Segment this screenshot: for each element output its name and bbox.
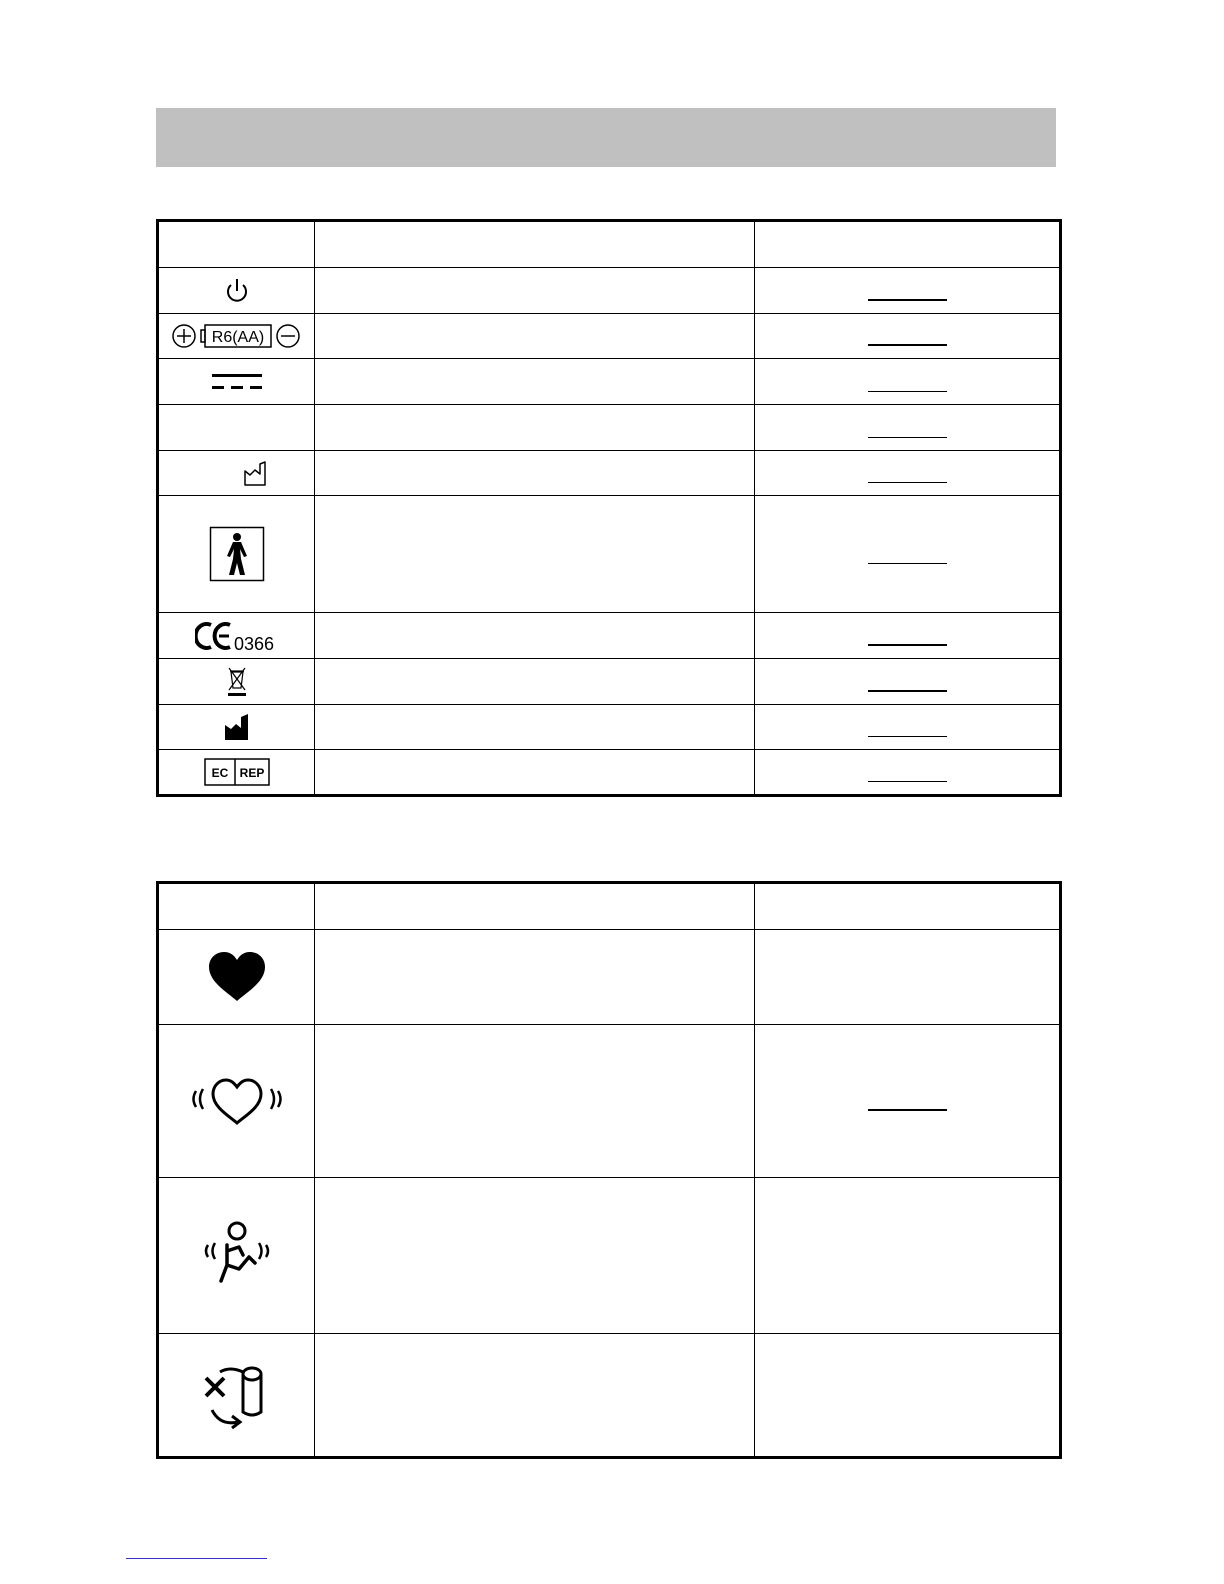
reference-underline [868, 391, 947, 392]
reference-underline [868, 563, 947, 564]
header-cell-reference [755, 883, 1061, 930]
reference-underline [868, 344, 947, 346]
reference-cell [755, 405, 1061, 451]
reference-cell [755, 750, 1061, 796]
reference-underline [868, 437, 947, 438]
reference-underline [868, 690, 947, 692]
description-cell [315, 750, 755, 796]
symbol-cell [158, 705, 315, 750]
section-header-bar [156, 108, 1056, 167]
symbol-cell [158, 613, 315, 659]
description-cell [315, 496, 755, 613]
reference-cell [755, 1334, 1061, 1458]
symbol-cell [158, 659, 315, 705]
cuff-wrap-error-icon [202, 1360, 272, 1430]
description-cell [315, 359, 755, 405]
power-standby-icon [222, 276, 252, 306]
date-of-manufacture-icon [243, 459, 267, 487]
description-cell [315, 314, 755, 359]
symbol-cell [158, 1025, 315, 1178]
reference-cell [755, 705, 1061, 750]
battery-label: R6(AA) [211, 329, 264, 346]
reference-underline [868, 1109, 947, 1111]
description-cell [315, 613, 755, 659]
symbol-cell [158, 1334, 315, 1458]
reference-underline [868, 781, 947, 782]
reference-cell [755, 930, 1061, 1025]
symbol-cell [158, 1178, 315, 1334]
direct-current-icon [211, 371, 263, 393]
reference-underline [868, 736, 947, 737]
body-movement-icon [199, 1221, 275, 1291]
table-row [158, 930, 1061, 1025]
weee-crossed-bin-icon [226, 666, 248, 698]
type-bf-applied-part-icon [209, 526, 265, 582]
description-cell [315, 268, 755, 314]
footer-link-underline[interactable] [126, 1558, 267, 1559]
symbols-table [156, 219, 1062, 797]
description-cell [315, 451, 755, 496]
display-symbols-table [156, 881, 1062, 1459]
table-row [158, 405, 1061, 451]
table-row [158, 451, 1061, 496]
symbol-cell [158, 314, 315, 359]
manufacturer-icon [224, 713, 250, 741]
table-row [158, 314, 1061, 359]
table-row [158, 1025, 1061, 1178]
table-row [158, 750, 1061, 796]
header-cell-symbol [158, 221, 315, 268]
table-row [158, 1334, 1061, 1458]
reference-cell [755, 496, 1061, 613]
symbol-cell [158, 268, 315, 314]
description-cell [315, 405, 755, 451]
symbol-cell [158, 405, 315, 451]
ec-label: EC [211, 766, 228, 780]
reference-cell [755, 659, 1061, 705]
reference-underline [868, 299, 947, 301]
notified-body-number: 0366 [233, 633, 274, 652]
description-cell [315, 930, 755, 1025]
symbol-cell [158, 930, 315, 1025]
table-row [158, 705, 1061, 750]
description-cell [315, 705, 755, 750]
header-cell-description [315, 221, 755, 268]
header-cell-description [315, 883, 755, 930]
table-row [158, 613, 1061, 659]
description-cell [315, 1025, 755, 1178]
reference-cell [755, 1178, 1061, 1334]
description-cell [315, 659, 755, 705]
symbol-cell [158, 750, 315, 796]
table-row [158, 1178, 1061, 1334]
symbol-cell [158, 451, 315, 496]
reference-underline [868, 644, 947, 646]
symbol-cell [158, 359, 315, 405]
reference-cell [755, 451, 1061, 496]
table-row [158, 496, 1061, 613]
table-row [158, 268, 1061, 314]
symbol-cell [158, 496, 315, 613]
table-row [158, 659, 1061, 705]
header-cell-symbol [158, 883, 315, 930]
table-header-row [158, 221, 1061, 268]
reference-cell [755, 314, 1061, 359]
table-header-row [158, 883, 1061, 930]
reference-cell [755, 268, 1061, 314]
description-cell [315, 1178, 755, 1334]
ce-mark-icon [195, 620, 279, 652]
battery-r6-aa-icon [171, 321, 303, 351]
reference-cell [755, 1025, 1061, 1178]
heart-icon [207, 951, 267, 1003]
irregular-heartbeat-icon [189, 1075, 285, 1127]
rep-label: REP [239, 766, 264, 780]
reference-underline [868, 482, 947, 483]
description-cell [315, 1334, 755, 1458]
table-row [158, 359, 1061, 405]
header-cell-reference [755, 221, 1061, 268]
reference-cell [755, 359, 1061, 405]
ec-rep-icon [204, 758, 270, 786]
reference-cell [755, 613, 1061, 659]
